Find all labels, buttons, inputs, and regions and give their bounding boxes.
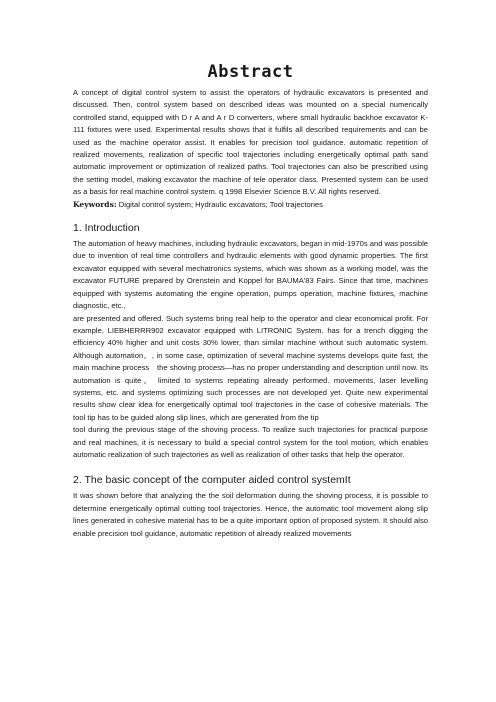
keywords-label: Keywords: (73, 199, 117, 209)
section-heading-introduction: 1. Introduction (73, 222, 140, 235)
introduction-paragraph-1: The automation of heavy machines, including hydraulic excavators, began in mid-1970s and was possible due to invention of real time controllers and hydraulic elements with good dynamic properties. The first excavator equipped with several mechatronics systems, which was shown as a working model, was the excavator FUTURE prepared by Orenstein and Koppel for BAUMA'83 Fairs. Since that time, machines equipped with systems automating the engine operation, pumps operation, machine fixtures, machine diagnostic, etc., (73, 239, 429, 311)
keywords-text: Digital control system; Hydraulic excavators; Tool trajectories (116, 199, 323, 209)
section-heading-basic-concept: 2. The basic concept of the computer aided control systemIt (73, 474, 351, 487)
basic-concept-paragraph: It was shown before that analyzing the the soil deformation during the shoving process, it is possible to determine energetically optimal cutting tool trajectories. Hence, the automatic tool movement along slip lines generated in cohesive material has to be a quite important option of proposed system. It should also enable precision tool guidance, automatic repetition of already realized movements (73, 491, 428, 538)
introduction-paragraph-2: are presented and offered. Such systems bring real help to the operator and clear economical profit. For example, LIEBHERRR902 excavator equipped with LITRONIC System. has for a trench digging the efficiency 40% higher and unit costs 30% lower, than similar machine without such automatic system. Although automation。, in some case, optimization of several machine systems develops quite fast, the main machine process the shoving process—has no proper understanding and description until now. Its automation is quite。 limited to systems repeating already performed. movements, laser levelling systems, etc. and systems optimizing such processes are not developed yet. Quite new experimental results show clear idea for energetically optimal tool trajectories in the case of cohesive materials. The tool tip has to be guided along slip lines, which are generated from the tip (73, 313, 428, 422)
abstract-title: Abstract (207, 62, 294, 82)
abstract-paragraph: A concept of digital control system to assist the operators of hydraulic excavators is presented and discussed. Then, control system based on described ideas was mounted on a special numerically controlled stand, equipped with D r A and A r D converters, where small hydraulic backhoe excavator K-111 fixtures were used. Experimental results shows that it fulfils all described requirements and can be used as the machine operator assist. It enables for precision tool guidance. automatic repetition of realized movements, realization of specific tool trajectories including energetically optimal path sand automatic improvement or optimization of realized paths. Tool trajectories can also be prescribed using the setting model, making excavator the machine of tele operator class. Presented system can be used as a basis for real machine control system. q 1998 Elsevier Science B.V. All rights reserved. (73, 88, 428, 197)
keywords-line (73, 199, 428, 211)
introduction-paragraph-3: tool during the previous stage of the shoving process. To realize such trajectories for practical purpose and real machines, it is necessary to build a special control system for the tool motion, which enables automatic realization of such trajectories as well as realization of other tasks that help the operator. (73, 425, 428, 459)
